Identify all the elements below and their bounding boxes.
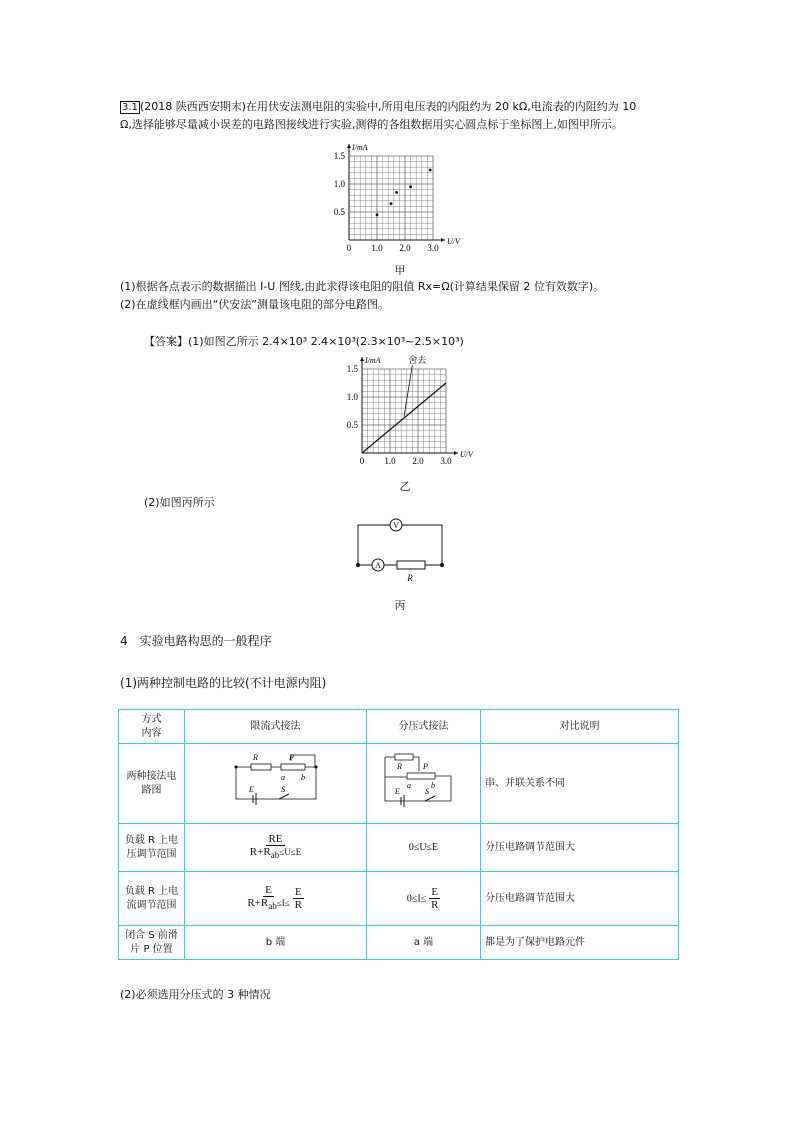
- circuit-node-right: [440, 563, 444, 567]
- row-circuits-note: 串、并联关系不同: [481, 744, 679, 824]
- divider-r-label: R: [396, 762, 402, 771]
- figure-jia-caption: 甲: [394, 264, 406, 277]
- limit-voltage-sub: ab: [270, 850, 280, 861]
- x-axis-label: U/V: [460, 450, 473, 459]
- x-tick-label: 0: [346, 243, 352, 253]
- y-tick-label: 1.5: [346, 364, 358, 374]
- limit-b-label: b: [300, 773, 305, 782]
- circuit-node-left: [356, 563, 360, 567]
- y-tick-label: 0.5: [346, 420, 358, 430]
- header-limit: 限流式接法: [185, 710, 367, 744]
- divider-s-label: S: [424, 787, 429, 796]
- limit-circuit-diagram: [231, 749, 321, 813]
- figure-yi-chart: [338, 353, 478, 471]
- x-axis-arrow: [454, 451, 458, 455]
- figure-bing-caption: 丙: [394, 599, 406, 612]
- section-subheading: (1)两种控制电路的比较(不计电源内阻): [120, 676, 327, 690]
- limit-current-numerator: E: [265, 884, 272, 897]
- data-point: [390, 202, 393, 205]
- divider-b-label: b: [430, 781, 435, 790]
- row-slider-note: 都是为了保护电路元件: [481, 926, 679, 960]
- question-text-1: (2018 陕西西安期末)在用伏安法测电阻的实验中,所用电压表的内阻约为 20 kΩ,电流表的内阻约为 10: [139, 100, 637, 113]
- divider-current-head: 0≤I≤: [406, 893, 427, 905]
- y-tick-label: 0.5: [333, 207, 345, 217]
- limit-a-label: a: [280, 773, 285, 782]
- figure-yi-caption: 乙: [399, 480, 411, 493]
- divider-rheostat: [407, 773, 435, 779]
- divider-voltage-range: 0≤U≤E: [367, 824, 481, 872]
- limit-load-resistor: [251, 764, 271, 770]
- y-axis-arrow: [360, 357, 364, 361]
- chart-jia-plot: [334, 143, 461, 253]
- section-heading: 4 实验电路构思的一般程序: [120, 634, 272, 648]
- table-row-current: [119, 872, 679, 926]
- limit-current-denominator: R+R: [247, 897, 269, 910]
- limit-r-label: R: [252, 753, 258, 762]
- x-tick-label: 3.0: [427, 243, 439, 253]
- divider-slider-position: a 端: [367, 926, 481, 960]
- section-footer: (2)必须选用分压式的 3 种情况: [120, 988, 271, 1001]
- divider-current-range: [367, 872, 481, 926]
- data-point: [395, 191, 398, 194]
- x-axis-label: U/V: [447, 237, 460, 246]
- limit-current-denominator-2: R: [294, 899, 302, 911]
- limit-rheostat: [281, 764, 305, 770]
- row-voltage-label: 负载 R 上电压调节范围: [119, 824, 185, 872]
- row-voltage-note: 分压电路调节范围大: [481, 824, 679, 872]
- header-divider: 分压式接法: [367, 710, 481, 744]
- limit-current-sub: ab: [268, 901, 277, 912]
- chart-yi-plot: [347, 354, 474, 466]
- y-tick-label: 1.5: [333, 151, 345, 161]
- question-number: 3.1: [122, 102, 138, 113]
- row-circuits-label: 两种接法电路图: [119, 744, 185, 824]
- question-line-2: Ω,选择能够尽量减小误差的电路图接线进行实验,测得的各组数据用实心圆点标于坐标图上,如图甲所示。: [120, 118, 623, 131]
- limit-current-range: [185, 872, 367, 926]
- figure-jia-chart: [325, 140, 460, 255]
- x-axis-arrow: [441, 238, 445, 242]
- divider-circuit-diagram: [379, 749, 469, 813]
- y-axis-label: I/mA: [365, 356, 381, 365]
- limit-voltage-tail: ≤U≤E: [279, 847, 302, 858]
- x-tick-label: 2.0: [412, 456, 424, 466]
- table-row-voltage: [119, 824, 679, 872]
- data-point: [429, 169, 432, 172]
- limit-voltage-denominator: R+R: [249, 846, 271, 859]
- x-tick-label: 2.0: [399, 243, 411, 253]
- limit-current-mid: ≤I≤: [276, 898, 290, 909]
- y-tick-label: 1.0: [346, 392, 358, 402]
- data-point: [409, 185, 412, 188]
- divider-current-numerator: E: [431, 886, 439, 898]
- answer-part-2: (2)如图丙所示: [144, 496, 215, 509]
- circuit-bing-diagram: [350, 515, 450, 585]
- x-tick-label: 1.0: [371, 243, 383, 253]
- resistor-symbol: [397, 561, 425, 569]
- fit-line: [362, 383, 446, 453]
- x-tick-label: 0: [359, 456, 365, 466]
- limit-p-label: P: [288, 753, 294, 762]
- divider-load-resistor: [395, 754, 413, 760]
- header-corner-top: 方式: [141, 713, 162, 725]
- question-part-1: (1)根据各点表示的数据描出 I-U 图线,由此求得该电阻的阻值 Rx=Ω(计算结果保留 2 位有效数字)。: [120, 280, 605, 293]
- divider-circuit-cell: [367, 744, 481, 824]
- row-current-note: 分压电路调节范围大: [481, 872, 679, 926]
- header-comparison: 对比说明: [481, 710, 679, 744]
- question-line-1: [120, 100, 636, 115]
- ammeter-label: A: [375, 561, 381, 570]
- limit-voltage-range: [185, 824, 367, 872]
- resistor-label: R: [407, 573, 413, 583]
- y-axis-label: I/mA: [352, 143, 368, 152]
- x-tick-label: 3.0: [440, 456, 452, 466]
- divider-current-denominator: R: [431, 899, 439, 911]
- data-point: [376, 213, 379, 216]
- divider-e-label: E: [394, 787, 400, 796]
- limit-e-label: E: [248, 785, 254, 794]
- header-corner-bottom: 内容: [141, 727, 162, 739]
- discard-annotation: 舍去: [408, 355, 427, 365]
- limit-voltage-numerator: RE: [268, 833, 283, 846]
- row-current-label: 负载 R 上电流调节范围: [119, 872, 185, 926]
- table-row-circuits: [119, 744, 679, 824]
- answer-line-1: 【答案】(1)如图乙所示 2.4×10³ 2.4×10³(2.3×10³~2.5×10³): [144, 335, 464, 348]
- limit-circuit-cell: [185, 744, 367, 824]
- y-tick-label: 1.0: [333, 179, 345, 189]
- voltmeter-label: V: [393, 521, 399, 530]
- table-header-row: [119, 710, 679, 744]
- question-part-2: (2)在虚线框内画出“伏安法”测量该电阻的部分电路图。: [120, 298, 389, 311]
- x-tick-label: 1.0: [384, 456, 396, 466]
- discard-pointer-line: [404, 365, 412, 417]
- limit-current-numerator-2: E: [294, 886, 302, 898]
- divider-p-label: P: [422, 762, 428, 771]
- y-axis-arrow: [347, 144, 351, 148]
- header-corner: [119, 710, 185, 744]
- limit-s-label: S: [280, 785, 285, 794]
- comparison-table: [118, 709, 679, 960]
- limit-slider-position: b 端: [185, 926, 367, 960]
- table-row-slider: [119, 926, 679, 960]
- circuit-voltmeter-wire: [358, 525, 442, 565]
- divider-a-label: a: [406, 781, 411, 790]
- row-slider-label: 闭合 S 前滑片 P 位置: [119, 926, 185, 960]
